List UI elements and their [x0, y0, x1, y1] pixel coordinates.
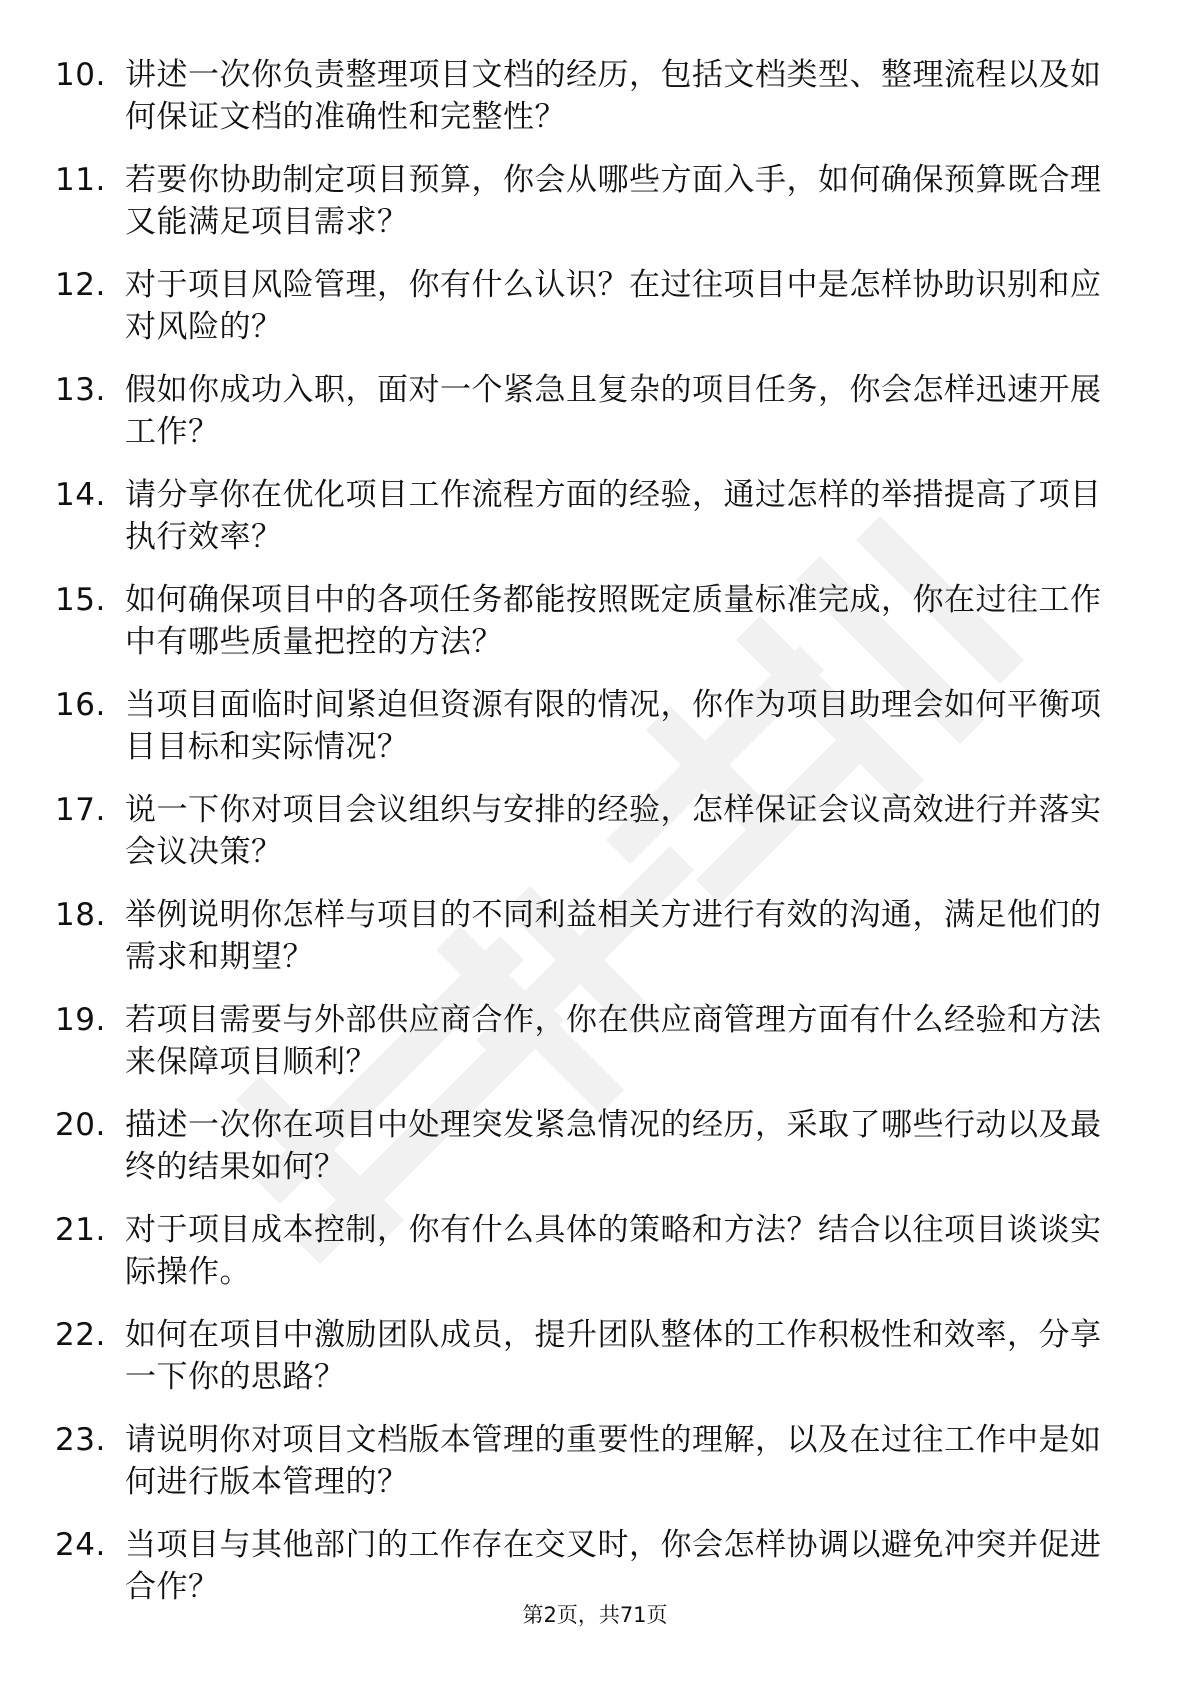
- question-text: 举例说明你怎样与项目的不同利益相关方进行有效的沟通，满足他们的需求和期望？: [125, 897, 1102, 975]
- question-item-20: [55, 1104, 1115, 1188]
- question-number: 12.: [55, 267, 106, 303]
- question-text: 如何在项目中激励团队成员，提升团队整体的工作积极性和效率，分享一下你的思路？: [125, 1317, 1102, 1395]
- question-number: 24.: [55, 1527, 106, 1563]
- question-text: 说一下你对项目会议组织与安排的经验，怎样保证会议高效进行并落实会议决策？: [125, 792, 1102, 870]
- question-number: 14.: [55, 477, 106, 513]
- question-number: 11.: [55, 162, 106, 198]
- question-text: 请分享你在优化项目工作流程方面的经验，通过怎样的举措提高了项目执行效率？: [125, 477, 1102, 555]
- question-item-15: [55, 579, 1115, 663]
- question-number: 18.: [55, 897, 106, 933]
- question-item-22: [55, 1314, 1115, 1398]
- question-item-19: [55, 999, 1115, 1083]
- question-item-12: [55, 264, 1115, 348]
- question-item-11: [55, 159, 1115, 243]
- question-item-13: [55, 369, 1115, 453]
- question-item-10: [55, 54, 1115, 138]
- question-text: 若要你协助制定项目预算，你会从哪些方面入手，如何确保预算既合理又能满足项目需求？: [125, 162, 1102, 240]
- page-number-label: 第2页，共71页: [522, 1603, 668, 1627]
- question-number: 19.: [55, 1002, 106, 1038]
- question-number: 10.: [55, 57, 106, 93]
- page-footer: [0, 1602, 1190, 1628]
- question-number: 16.: [55, 687, 106, 723]
- question-text: 描述一次你在项目中处理突发紧急情况的经历，采取了哪些行动以及最终的结果如何？: [125, 1107, 1102, 1185]
- question-number: 21.: [55, 1212, 106, 1248]
- question-number: 20.: [55, 1107, 106, 1143]
- question-list: [55, 54, 1115, 1629]
- question-number: 17.: [55, 792, 106, 828]
- question-text: 请说明你对项目文档版本管理的重要性的理解，以及在过往工作中是如何进行版本管理的？: [125, 1422, 1102, 1500]
- question-item-17: [55, 789, 1115, 873]
- question-number: 23.: [55, 1422, 106, 1458]
- question-item-16: [55, 684, 1115, 768]
- question-text: 当项目面临时间紧迫但资源有限的情况，你作为项目助理会如何平衡项目目标和实际情况？: [125, 687, 1102, 765]
- question-text: 对于项目成本控制，你有什么具体的策略和方法？结合以往项目谈谈实际操作。: [125, 1212, 1102, 1290]
- question-number: 15.: [55, 582, 106, 618]
- question-text: 如何确保项目中的各项任务都能按照既定质量标准完成，你在过往工作中有哪些质量把控的方法？: [125, 582, 1102, 660]
- question-text: 对于项目风险管理，你有什么认识？在过往项目中是怎样协助识别和应对风险的？: [125, 267, 1102, 345]
- question-text: 当项目与其他部门的工作存在交叉时，你会怎样协调以避免冲突并促进合作？: [125, 1527, 1102, 1605]
- question-text: 假如你成功入职，面对一个紧急且复杂的项目任务，你会怎样迅速开展工作？: [125, 372, 1102, 450]
- question-number: 13.: [55, 372, 106, 408]
- question-item-21: [55, 1209, 1115, 1293]
- question-item-14: [55, 474, 1115, 558]
- question-text: 讲述一次你负责整理项目文档的经历，包括文档类型、整理流程以及如何保证文档的准确性和完整性？: [125, 57, 1102, 135]
- question-text: 若项目需要与外部供应商合作，你在供应商管理方面有什么经验和方法来保障项目顺利？: [125, 1002, 1102, 1080]
- question-item-24: [55, 1524, 1115, 1608]
- question-number: 22.: [55, 1317, 106, 1353]
- question-item-23: [55, 1419, 1115, 1503]
- question-item-18: [55, 894, 1115, 978]
